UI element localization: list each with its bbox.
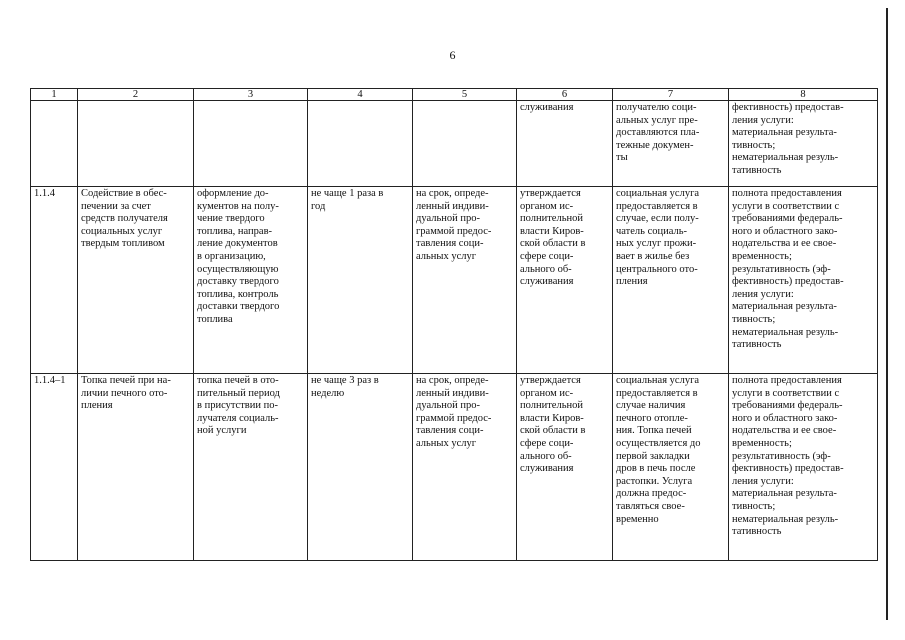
cell-indicators: фективность) предостав- ления услуги: материальная результа- тивность; нематериальная резуль- тативность [729, 101, 878, 187]
column-number-row [31, 89, 878, 101]
cell-service-name: Содействие в обес- печении за счет средств получателя социальных услуг твердым топливом [78, 187, 194, 374]
cell-term [413, 101, 517, 187]
cell-approval: утверждается органом ис- полнительной власти Киров- ской области в сфере соци- ального об- служивания [517, 187, 613, 374]
column-number: 3 [194, 89, 308, 101]
cell-approval: утверждается органом ис- полнительной власти Киров- ской области в сфере соци- ального об- служивания [517, 374, 613, 561]
cell-term: на срок, опреде- ленный индиви- дуальной про- граммой предос- тавления соци- альных услуг [413, 187, 517, 374]
cell-frequency: не чаще 1 раза в год [308, 187, 413, 374]
cell-indicators: полнота предоставления услуги в соответствии с требованиями федераль- ного и областного зако- нодательства и ее свое- временность; результативность (эф- фективность) предостав- ления услуги: материальная результа- тивность; нематериальная резуль- тативность [729, 374, 878, 561]
column-number: 6 [517, 89, 613, 101]
column-number: 5 [413, 89, 517, 101]
cell-indicators: полнота предоставления услуги в соответствии с требованиями федераль- ного и областного зако- нодательства и ее свое- временность; результативность (эф- фективность) предостав- ления услуги: материальная результа- тивность; нематериальная резуль- тативность [729, 187, 878, 374]
cell-num [31, 101, 78, 187]
column-number: 7 [613, 89, 729, 101]
cell-conditions: социальная услуга предоставляется в случае наличия печного отопле- ния. Топка печей осуществляется до первой закладки дров в печь после растопки. Услуга должна предос- тавляться свое- временно [613, 374, 729, 561]
cell-term: на срок, опреде- ленный индиви- дуальной про- граммой предос- тавления соци- альных услуг [413, 374, 517, 561]
cell-service-name [78, 101, 194, 187]
cell-conditions: социальная услуга предоставляется в случае, если полу- чатель социаль- ных услуг прожи- вает в жилье без центрального ото- пления [613, 187, 729, 374]
page-edge-line [886, 8, 888, 620]
services-table [30, 88, 878, 561]
table-row [31, 374, 878, 561]
table-row [31, 101, 878, 187]
cell-service-content: оформление до- кументов на полу- чение твердого топлива, направ- ление документов в организацию, осуществляющую доставку твердого топлива, контроль доставки твердого топлива [194, 187, 308, 374]
column-number: 4 [308, 89, 413, 101]
cell-service-name: Топка печей при на- личии печного ото- пления [78, 374, 194, 561]
cell-approval: служивания [517, 101, 613, 187]
cell-service-content: топка печей в ото- пительный период в присутствии по- лучателя социаль- ной услуги [194, 374, 308, 561]
table-row [31, 187, 878, 374]
column-number: 1 [31, 89, 78, 101]
cell-frequency: не чаще 3 раз в неделю [308, 374, 413, 561]
cell-conditions: получателю соци- альных услуг пре- доставляются пла- тежные докумен- ты [613, 101, 729, 187]
page-number: 6 [449, 48, 456, 62]
column-number: 2 [78, 89, 194, 101]
column-number: 8 [729, 89, 878, 101]
cell-service-content [194, 101, 308, 187]
cell-num: 1.1.4–1 [31, 374, 78, 561]
cell-num: 1.1.4 [31, 187, 78, 374]
cell-frequency [308, 101, 413, 187]
